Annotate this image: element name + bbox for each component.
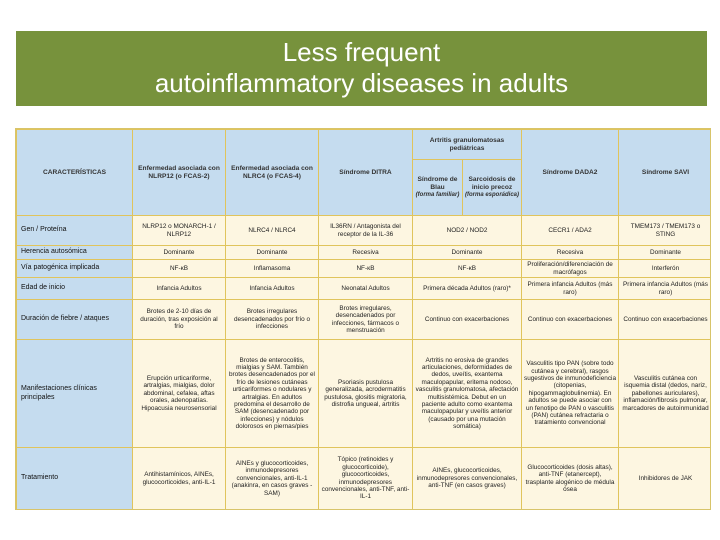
title-banner xyxy=(16,31,707,106)
disease-table xyxy=(15,128,711,510)
header-sarcoidosis-note: (forma esporádica) xyxy=(465,191,520,198)
row-label-treatment: Tratamiento xyxy=(17,448,133,510)
cell-fever-dada2: Continuo con exacerbaciones xyxy=(522,300,619,340)
header-savi: Síndrome SAVI xyxy=(619,130,712,216)
cell-fever-ditra: Brotes irregulares, desencadenados por infecciones, fármacos o menstruación xyxy=(319,300,413,340)
header-granulomatous-arthritis: Artritis granulomatosas pediátricas xyxy=(413,130,522,160)
cell-fever-savi: Continuo con exacerbaciones xyxy=(619,300,712,340)
row-label-pathway: Vía patogénica implicada xyxy=(17,260,133,278)
table-row xyxy=(17,260,712,278)
table-row xyxy=(17,278,712,300)
cell-gene-ditra: IL36RN / Antagonista del receptor de la IL-36 xyxy=(319,216,413,246)
row-label-onset: Edad de inicio xyxy=(17,278,133,300)
row-label-inheritance: Herencia autosómica xyxy=(17,246,133,260)
cell-treatment-dada2: Glucocorticoides (dosis altas), anti-TNF (etanercept), trasplante alogénico de médula ósea xyxy=(522,448,619,510)
cell-clinical-dada2: Vasculitis tipo PAN (sobre todo cutánea y cerebral), rasgos sugestivos de inmunodeficiencia (citopenias, hipogammaglobulinemia). En adultos se puede asociar con un fenotipo de PAN o vasculitis (PAN) cutánea refractaria o tratamiento convencional xyxy=(522,340,619,448)
cell-fever-nlrp12: Brotes de 2-10 días de duración, tras exposición al frío xyxy=(133,300,226,340)
cell-pathway-nlrc4: Inflamasoma xyxy=(226,260,319,278)
row-label-clinical: Manifestaciones clínicas principales xyxy=(17,340,133,448)
table-row xyxy=(17,216,712,246)
cell-inheritance-dada2: Recesiva xyxy=(522,246,619,260)
cell-onset-ditra: Neonatal Adultos xyxy=(319,278,413,300)
header-nlrc4: Enfermedad asociada con NLRC4 (o FCAS-4) xyxy=(226,130,319,216)
table-row xyxy=(17,300,712,340)
header-sarcoidosis-label: Sarcoidosis de inicio precoz xyxy=(468,176,516,192)
cell-fever-blau: Continuo con exacerbaciones xyxy=(413,300,522,340)
cell-treatment-ditra: Tópico (retinoides y glucocorticoide), glucocorticoides, inmunodepresores convencionales, anti-TNF, anti-IL-1 xyxy=(319,448,413,510)
cell-gene-nlrp12: NLRP12 o MONARCH-1 / NLRP12 xyxy=(133,216,226,246)
cell-inheritance-nlrp12: Dominante xyxy=(133,246,226,260)
slide-title-line2: autoinflammatory diseases in adults xyxy=(154,68,569,98)
header-ditra: Síndrome DITRA xyxy=(319,130,413,216)
cell-inheritance-savi: Dominante xyxy=(619,246,712,260)
cell-pathway-ditra: NF-κB xyxy=(319,260,413,278)
cell-onset-nlrp12: Infancia Adultos xyxy=(133,278,226,300)
header-characteristics: CARACTERÍSTICAS xyxy=(17,130,133,216)
row-label-gene: Gen / Proteína xyxy=(17,216,133,246)
cell-gene-savi: TMEM173 / TMEM173 o STING xyxy=(619,216,712,246)
header-blau-note: (forma familiar) xyxy=(415,191,460,198)
cell-gene-nlrc4: NLRC4 / NLRC4 xyxy=(226,216,319,246)
header-early-sarcoidosis xyxy=(463,160,522,216)
cell-onset-blau: Primera década Adultos (raro)* xyxy=(413,278,522,300)
cell-treatment-blau: AINEs, glucocorticoides, inmunodepresores convencionales, anti-TNF (en casos graves) xyxy=(413,448,522,510)
cell-onset-nlrc4: Infancia Adultos xyxy=(226,278,319,300)
cell-clinical-nlrc4: Brotes de enterocolitis, mialgias y SAM. También brotes desencadenados por el frío de lesiones cutáneas urticariformes o nodulares y artralgias. En adultos predomina el desarrollo de SAM (desencadenado por infecciones) y nódulos dolorosos en piernas/pies xyxy=(226,340,319,448)
cell-clinical-ditra: Psoriasis pustulosa generalizada, acrodermatitis pustulosa, glositis migratoria, distrofia ungueal, artritis xyxy=(319,340,413,448)
cell-treatment-nlrc4: AINEs y glucocorticoides, inmunodepresores convencionales, anti-IL-1 (anakinra, en casos graves - SAM) xyxy=(226,448,319,510)
header-blau xyxy=(413,160,463,216)
cell-fever-nlrc4: Brotes irregulares desencadenados por frío o infecciones xyxy=(226,300,319,340)
header-nlrp12: Enfermedad asociada con NLRP12 (o FCAS-2) xyxy=(133,130,226,216)
row-label-fever: Duración de fiebre / ataques xyxy=(17,300,133,340)
cell-onset-dada2: Primera infancia Adultos (más raro) xyxy=(522,278,619,300)
cell-clinical-nlrp12: Erupción urticariforme, artralgias, mialgias, dolor abdominal, cefalea, aftas orales, adenopatías. Hipoacusia neurosensorial xyxy=(133,340,226,448)
cell-pathway-dada2: Proliferación/diferenciación de macrófagos xyxy=(522,260,619,278)
cell-gene-dada2: CECR1 / ADA2 xyxy=(522,216,619,246)
header-dada2: Síndrome DADA2 xyxy=(522,130,619,216)
header-blau-label: Síndrome de Blau xyxy=(417,176,458,192)
cell-inheritance-ditra: Recesiva xyxy=(319,246,413,260)
cell-pathway-savi: Interferón xyxy=(619,260,712,278)
cell-treatment-savi: Inhibidores de JAK xyxy=(619,448,712,510)
cell-inheritance-nlrc4: Dominante xyxy=(226,246,319,260)
cell-pathway-nlrp12: NF-κB xyxy=(133,260,226,278)
cell-gene-blau: NOD2 / NOD2 xyxy=(413,216,522,246)
cell-treatment-nlrp12: Antihistamínicos, AINEs, glucocorticoides, anti-IL-1 xyxy=(133,448,226,510)
table-row xyxy=(17,448,712,510)
table-row xyxy=(17,246,712,260)
cell-clinical-savi: Vasculitis cutánea con isquemia distal (dedos, nariz, pabellones auriculares), inflamación/fibrosis pulmonar, marcadores de autoinmunidad xyxy=(619,340,712,448)
cell-inheritance-blau: Dominante xyxy=(413,246,522,260)
cell-onset-savi: Primera infancia Adultos (más raro) xyxy=(619,278,712,300)
table-row xyxy=(17,340,712,448)
slide-title-line1: Less frequent xyxy=(282,37,441,67)
cell-pathway-blau: NF-κB xyxy=(413,260,522,278)
cell-clinical-blau: Artritis no erosiva de grandes articulaciones, deformidades de dedos, uveítis, exantema maculopapular, eritema nodoso, vasculitis granulomatosa, afectación multisistémica. Debut en un paciente adulto como exantema maculopapular y uveítis anterior (causado por una mutación somática) xyxy=(413,340,522,448)
